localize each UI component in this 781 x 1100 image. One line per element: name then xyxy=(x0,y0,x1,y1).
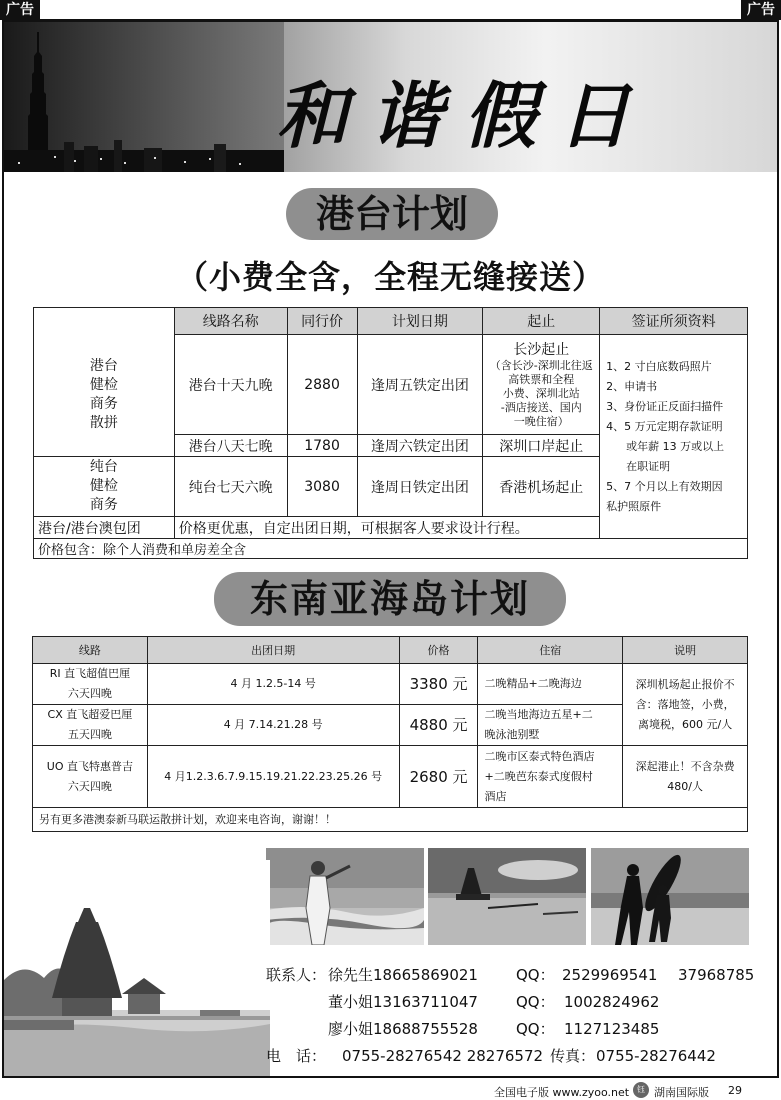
qq-number: 1002824962 xyxy=(564,993,660,1011)
hotel-cell: 二晚当地海边五星+二 晚泳池别墅 xyxy=(478,705,623,746)
route-cell: CX 直飞超爱巴厘 五天四晚 xyxy=(33,705,148,746)
bali-temple-image xyxy=(4,860,270,1076)
column-header: 说明 xyxy=(623,637,748,664)
hotel-cell: 二晚精品+二晚海边 xyxy=(478,664,623,705)
section1-title: 港台计划 xyxy=(286,188,498,240)
route-name: 港台八天七晚 xyxy=(174,435,287,457)
contact-label: 联系人： xyxy=(266,966,327,984)
more-plans: 另有更多港澳泰新马联运散拼计划，欢迎来电咨询，谢谢！！ xyxy=(33,808,748,832)
table-row xyxy=(33,664,748,705)
taipei-skyline-image xyxy=(4,22,284,172)
hotel-cell: 二晚市区泰式特色酒店 +二晚芭东泰式度假村 酒店 xyxy=(478,746,623,808)
table-header-row xyxy=(33,637,748,664)
contact-name: 董小姐13163711047 xyxy=(328,993,478,1011)
column-header: 同行价 xyxy=(287,308,357,335)
route-date: 逢周日铁定出团 xyxy=(357,457,483,517)
route-price: 2880 xyxy=(287,335,357,435)
phone-label: 电 话： xyxy=(266,1047,327,1065)
table-header-row xyxy=(34,308,748,335)
charter-text: 价格更优惠，自定出团日期，可根据客人要求设计行程。 xyxy=(174,517,599,539)
route-cell: RI 直飞超值巴厘 六天四晚 xyxy=(33,664,148,705)
qq-number: 1127123485 xyxy=(564,1020,660,1038)
section2-title: 东南亚海岛计划 xyxy=(214,572,566,626)
column-header: 线路 xyxy=(33,637,148,664)
column-header: 出团日期 xyxy=(147,637,399,664)
qq-label: QQ： xyxy=(516,993,555,1011)
surfers-photo xyxy=(591,848,749,945)
edition-text: 全国电子版 www.zyoo.net xyxy=(494,1086,630,1099)
group1-label: 港台 健检 商务 散拼 xyxy=(34,335,175,457)
phone-number: 0755-28276542 28276572 xyxy=(342,1047,544,1065)
column-header: 起止 xyxy=(483,308,600,335)
page-number: 29 xyxy=(728,1084,742,1097)
contact-name: 徐先生18665869021 xyxy=(328,966,478,984)
ad-label-right: 广告 xyxy=(741,0,781,20)
column-header: 线路名称 xyxy=(174,308,287,335)
qq-label: QQ： xyxy=(516,966,555,984)
date-cell: 4 月 1.2.5-14 号 xyxy=(147,664,399,705)
route-price: 3080 xyxy=(287,457,357,517)
route-cell: UO 直飞特惠普吉 六天四晚 xyxy=(33,746,148,808)
page-footer xyxy=(0,1080,781,1100)
price-cell: 2680 元 xyxy=(399,746,478,808)
ad-label-left: 广告 xyxy=(0,0,40,20)
route-start: 长沙起止 （含长沙-深圳北往返 高铁票和全程 小费、深圳北站 -酒店接送、国内 一晚住宿） xyxy=(483,335,600,435)
route-name: 纯台七天六晚 xyxy=(174,457,287,517)
visa-requirements: 1、2 寸白底数码照片 2、申请书 3、身份证正反面扫描件 4、5 万元定期存款证明 或年薪 13 万或以上 在职证明 5、7 个月以上有效期因 私护照原件 xyxy=(600,335,748,539)
price-include: 价格包含：除个人消费和单房差全含 xyxy=(34,539,748,559)
column-header: 住宿 xyxy=(478,637,623,664)
route-start: 香港机场起止 xyxy=(483,457,600,517)
price-cell: 4880 元 xyxy=(399,705,478,746)
note-cell: 深起港止！不含杂费 480/人 xyxy=(623,746,748,808)
brand-title: 和谐假日 xyxy=(276,73,653,158)
qq-label: QQ： xyxy=(516,1020,555,1038)
hk-taiwan-table xyxy=(33,307,748,559)
contact-name: 廖小姐18688755528 xyxy=(328,1020,478,1038)
header-banner xyxy=(4,22,777,172)
fax-number: 0755-28276442 xyxy=(596,1047,716,1065)
route-price: 1780 xyxy=(287,435,357,457)
column-header: 签证所须资料 xyxy=(600,308,748,335)
section1-subtitle: （小费全含，全程无缝接送） xyxy=(175,258,605,296)
southeast-asia-table xyxy=(32,636,748,832)
route-name: 港台十天九晚 xyxy=(174,335,287,435)
charter-label: 港台/港台澳包团 xyxy=(34,517,175,539)
zyoo-logo-icon: 钰 xyxy=(633,1082,649,1098)
column-header: 价格 xyxy=(399,637,478,664)
temple-lake-photo xyxy=(428,848,586,945)
table-row xyxy=(34,539,748,559)
route-date: 逢周六铁定出团 xyxy=(357,435,483,457)
price-cell: 3380 元 xyxy=(399,664,478,705)
qq-number-2: 37968785 xyxy=(678,966,755,984)
beach-woman-photo xyxy=(266,848,424,945)
table-row xyxy=(33,808,748,832)
column-header: 计划日期 xyxy=(357,308,483,335)
date-cell: 4 月 7.14.21.28 号 xyxy=(147,705,399,746)
note-cell: 深圳机场起止报价不 含：落地签，小费， 离境税，600 元/人 xyxy=(623,664,748,746)
blank-header-cell xyxy=(34,308,175,335)
table-row xyxy=(34,335,748,435)
group2-label: 纯台 健检 商务 xyxy=(34,457,175,517)
qq-number: 2529969541 xyxy=(562,966,658,984)
route-date: 逢周五铁定出团 xyxy=(357,335,483,435)
table-row xyxy=(33,746,748,808)
route-start: 深圳口岸起止 xyxy=(483,435,600,457)
region-text: 湖南国际版 xyxy=(654,1086,709,1099)
fax-label: 传真： xyxy=(550,1047,596,1065)
date-cell: 4 月1.2.3.6.7.9.15.19.21.22.23.25.26 号 xyxy=(147,746,399,808)
